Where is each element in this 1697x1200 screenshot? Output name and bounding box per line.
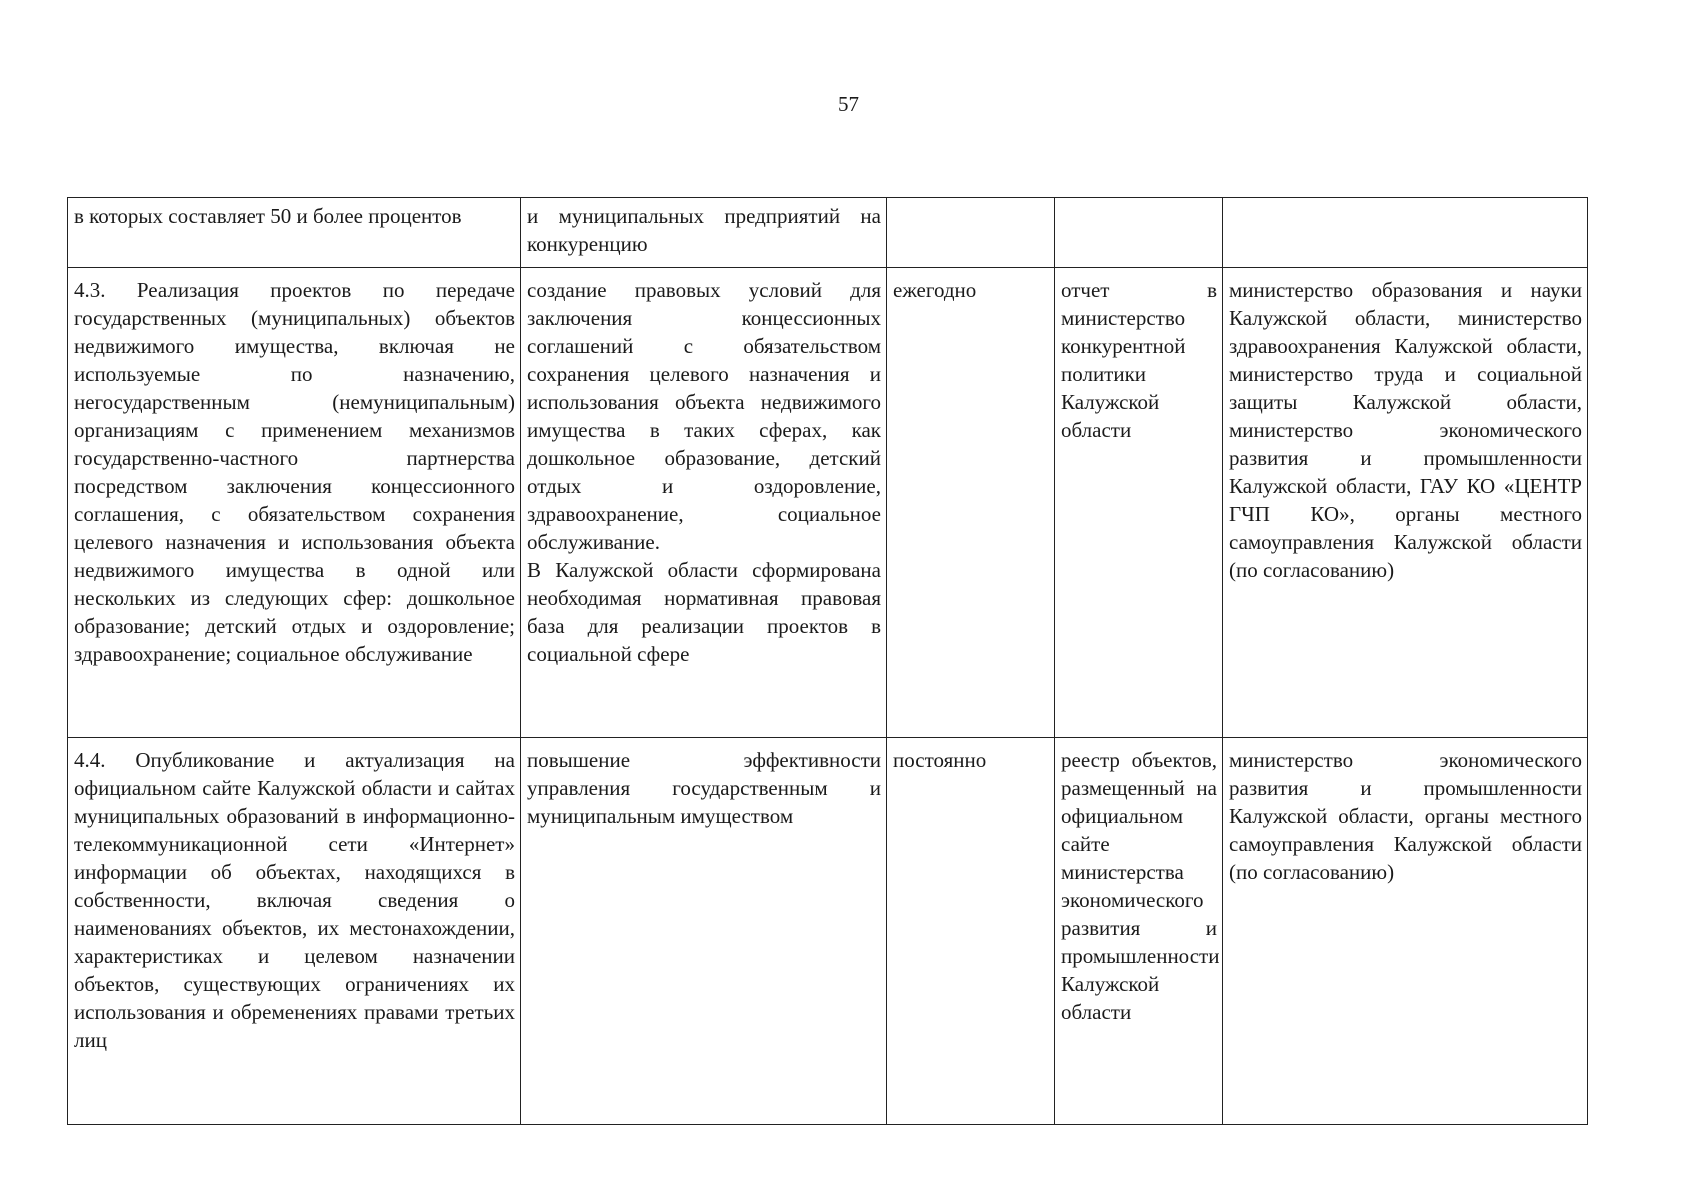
table-row <box>68 198 1588 268</box>
table-row <box>68 738 1588 1125</box>
cell-period <box>887 198 1055 268</box>
cell-document <box>1055 198 1223 268</box>
cell-responsible: министерство образования и науки Калужской области, министерство здравоохранения Калужской области, министерство труда и социальной защиты Калужской области, министерство экономического развития и промышленности Калужской области, ГАУ КО «ЦЕНТР ГЧП КО», органы местного самоуправления Калужской области (по согласованию) <box>1223 268 1588 738</box>
cell-measure: 4.3. Реализация проектов по передаче государственных (муниципальных) объектов недвижимого имущества, включая не используемые по назначению, негосударственным (немуниципальным) организациям с применением механизмов государственно-частного партнерства посредством заключения концессионного соглашения, с обязательством сохранения целевого назначения и использования объекта недвижимого имущества в одной или нескольких из следующих сфер: дошкольное образование; детский отдых и оздоровление; здравоохранение; социальное обслуживание <box>68 268 521 738</box>
cell-result-text: создание правовых условий для заключения концессионных соглашений с обязательством сохранения целевого назначения и использования объекта недвижимого имущества в таких сферах, как дошкольное образование, детский отдых и оздоровление, здравоохранение, социальное обслуживание. <box>527 278 881 554</box>
cell-period: ежегодно <box>887 268 1055 738</box>
cell-document: реестр объектов, размещенный на официальном сайте министерства экономического развития и промышленности Калужской области <box>1055 738 1223 1125</box>
cell-responsible <box>1223 198 1588 268</box>
measures-table <box>67 197 1588 1125</box>
table-row <box>68 268 1588 738</box>
cell-period: постоянно <box>887 738 1055 1125</box>
page-number: 57 <box>838 92 859 116</box>
cell-responsible: министерство экономического развития и промышленности Калужской области, органы местного самоуправления Калужской области (по согласованию) <box>1223 738 1588 1125</box>
cell-measure: в которых составляет 50 и более процентов <box>68 198 521 268</box>
cell-result <box>521 268 887 738</box>
cell-result-extra: В Калужской области сформирована необходимая нормативная правовая база для реализации проектов в социальной сфере <box>527 558 881 666</box>
cell-measure: 4.4. Опубликование и актуализация на официальном сайте Калужской области и сайтах муниципальных образований в информационно-телекоммуникационной сети «Интернет» информации об объектах, находящихся в собственности, включая сведения о наименованиях объектов, их местонахождении, характеристиках и целевом назначении объектов, существующих ограничениях их использования и обременениях правами третьих лиц <box>68 738 521 1125</box>
cell-result: повышение эффективности управления государственным и муниципальным имуществом <box>521 738 887 1125</box>
cell-result: и муниципальных предприятий на конкуренцию <box>521 198 887 268</box>
cell-document: отчет в министерство конкурентной политики Калужской области <box>1055 268 1223 738</box>
